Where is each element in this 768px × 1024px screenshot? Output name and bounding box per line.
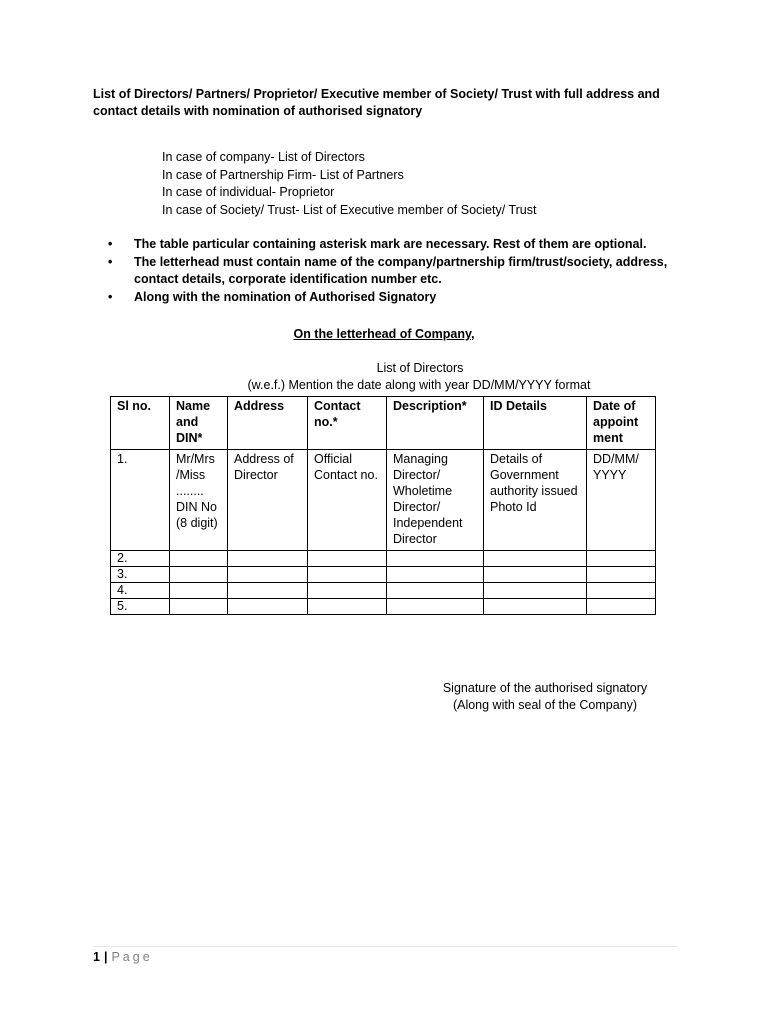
header-date-appointment: Date of appoint ment	[587, 397, 656, 450]
cell-empty	[587, 567, 656, 583]
cell-empty	[387, 551, 484, 567]
table-row	[111, 599, 656, 615]
cell-empty	[587, 599, 656, 615]
cell-empty	[228, 599, 308, 615]
cell-empty	[308, 551, 387, 567]
header-description: Description*	[387, 397, 484, 450]
cell-sl-no: 3.	[111, 567, 170, 583]
bullet-icon: •	[108, 289, 113, 304]
letterhead-line: On the letterhead of Company,	[293, 327, 475, 341]
cell-date: DD/MM/ YYYY	[587, 450, 656, 551]
header-id-details: ID Details	[484, 397, 587, 450]
cell-empty	[484, 567, 587, 583]
cell-empty	[308, 583, 387, 599]
list-title: List of Directors	[376, 361, 464, 375]
cell-empty	[170, 551, 228, 567]
cell-description: Managing Director/ Wholetime Director/ Independent Director	[387, 450, 484, 551]
note-text: The letterhead must contain name of the company/partnership firm/trust/society, address, contact details, corporate identification number etc.	[134, 254, 668, 286]
bullet-icon: •	[108, 237, 113, 251]
cell-empty	[387, 583, 484, 599]
note-asterisk	[108, 236, 678, 254]
note-text: The table particular containing asterisk mark are necessary. Rest of them are optional.	[134, 237, 647, 251]
signature-label: Signature of the authorised signatory	[442, 681, 648, 695]
cell-contact: Official Contact no.	[308, 450, 387, 551]
case-society-trust: In case of Society/ Trust- List of Executive member of Society/ Trust	[162, 202, 537, 217]
cell-sl-no: 1.	[111, 450, 170, 551]
table-row	[111, 583, 656, 599]
directors-table	[110, 396, 656, 615]
note-signatory	[108, 289, 678, 307]
cell-empty	[587, 583, 656, 599]
case-company: In case of company- List of Directors	[162, 150, 365, 164]
cell-sl-no: 2.	[111, 551, 170, 567]
cases-list	[162, 149, 536, 219]
page-footer	[93, 950, 153, 964]
case-individual: In case of individual- Proprietor	[162, 185, 335, 199]
note-letterhead	[108, 254, 678, 289]
cell-address: Address of Director	[228, 450, 308, 551]
wef-line: (w.e.f.) Mention the date along with year DD/MM/YYYY format	[247, 378, 591, 392]
bullet-icon: •	[108, 254, 113, 269]
cell-empty	[387, 599, 484, 615]
cell-sl-no: 5.	[111, 599, 170, 615]
footer-divider	[93, 946, 677, 947]
table-header-row	[111, 397, 656, 450]
cell-sl-no: 4.	[111, 583, 170, 599]
note-text: Along with the nomination of Authorised Signatory	[134, 289, 437, 304]
cell-empty	[484, 551, 587, 567]
header-sl-no: Sl no.	[111, 397, 170, 450]
cell-empty	[228, 551, 308, 567]
footer-separator: |	[103, 950, 108, 964]
table-row	[111, 450, 656, 551]
cell-name-din: Mr/Mrs /Miss ........ DIN No (8 digit)	[170, 450, 228, 551]
cell-empty	[587, 551, 656, 567]
page-word: Page	[111, 950, 153, 964]
cell-empty	[228, 583, 308, 599]
seal-label: (Along with seal of the Company)	[452, 698, 638, 712]
cell-empty	[228, 567, 308, 583]
cell-empty	[387, 567, 484, 583]
header-name-din: Name and DIN*	[170, 397, 228, 450]
case-partnership: In case of Partnership Firm- List of Partners	[162, 167, 404, 182]
cell-empty	[308, 599, 387, 615]
cell-empty	[484, 583, 587, 599]
table-row	[111, 551, 656, 567]
cell-id-details: Details of Government authority issued Photo Id	[484, 450, 587, 551]
header-address: Address	[228, 397, 308, 450]
cell-empty	[170, 583, 228, 599]
header-contact: Contact no.*	[308, 397, 387, 450]
table-row	[111, 567, 656, 583]
document-heading: List of Directors/ Partners/ Proprietor/ Executive member of Society/ Trust with full address and contact details with nomination of authorised signatory	[93, 87, 660, 118]
cell-empty	[170, 567, 228, 583]
page-number: 1	[93, 950, 100, 964]
cell-empty	[484, 599, 587, 615]
cell-empty	[170, 599, 228, 615]
notes-list	[108, 236, 678, 306]
cell-empty	[308, 567, 387, 583]
